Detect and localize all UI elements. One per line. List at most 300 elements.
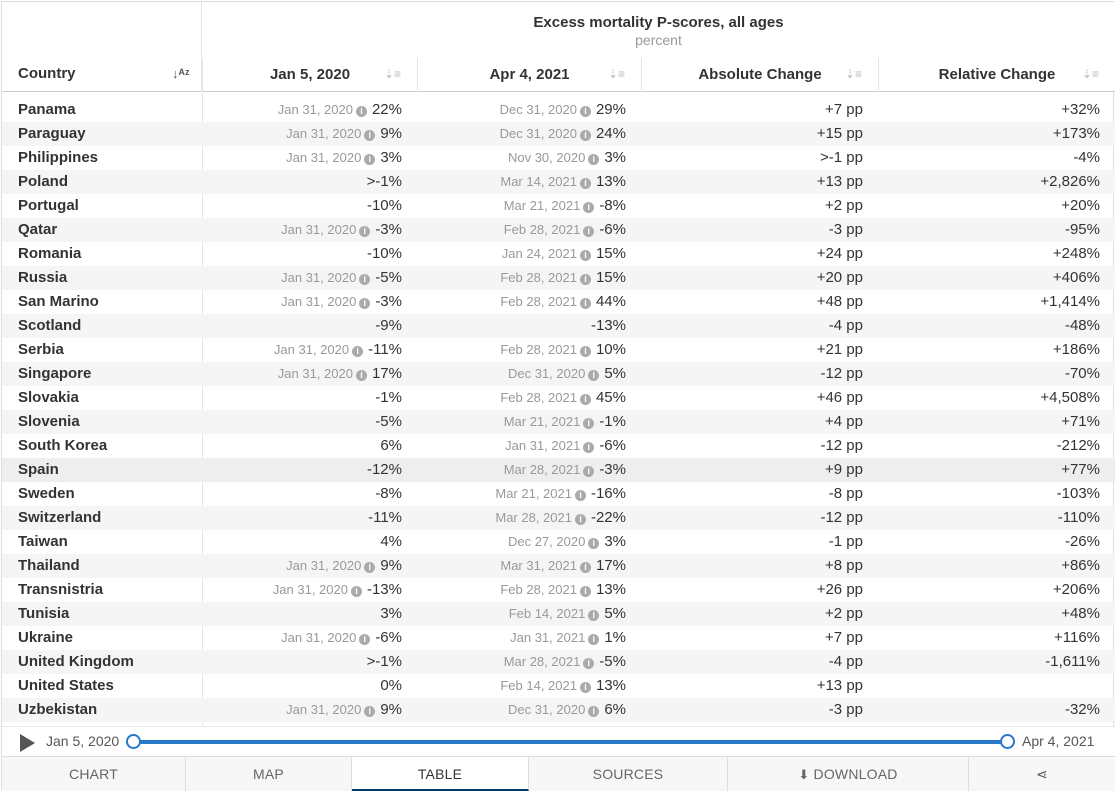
country-name: Sweden (18, 485, 75, 502)
observation-date: Feb 14, 2021 (500, 678, 577, 693)
country-name: Serbia (18, 341, 64, 358)
jan-2020-cell (375, 410, 402, 434)
table-row[interactable] (2, 554, 1115, 578)
apr-2021-cell (500, 554, 626, 578)
share-icon: ⋖ (1036, 766, 1048, 782)
info-icon[interactable]: i (580, 394, 591, 405)
apr-2021-cell (505, 434, 626, 458)
info-icon[interactable]: i (580, 178, 591, 189)
apr-2021-cell (500, 266, 626, 290)
table-row[interactable] (2, 362, 1115, 386)
country-cell (18, 530, 68, 554)
p-score-value: -10% (366, 197, 402, 214)
info-icon[interactable]: i (583, 202, 594, 213)
table-row[interactable] (2, 482, 1115, 506)
absolute-change-cell: -4 pp (828, 317, 863, 334)
absolute-change-cell: -4 pp (828, 653, 863, 670)
table-row[interactable] (2, 242, 1115, 266)
relative-change-cell: +32% (1061, 101, 1100, 118)
table-row[interactable] (2, 170, 1115, 194)
p-score-value: -6% (599, 437, 626, 454)
country-cell (18, 218, 57, 242)
info-icon[interactable]: i (359, 298, 370, 309)
observation-date: Jan 31, 2020 (273, 342, 350, 357)
jan-2020-cell (281, 290, 402, 314)
relative-change-cell: +116% (1053, 629, 1100, 646)
country-cell (18, 458, 59, 482)
table-row[interactable] (2, 578, 1115, 602)
absolute-change-cell: +24 pp (816, 245, 863, 262)
observation-date: Jan 31, 2020 (277, 102, 353, 117)
relative-change-cell: -70% (1064, 365, 1100, 382)
country-name: San Marino (18, 293, 99, 310)
relative-change-cell: -103% (1056, 485, 1100, 502)
table-row[interactable] (2, 98, 1115, 122)
jan-2020-cell (368, 506, 402, 530)
country-name: Ukraine (18, 629, 74, 646)
absolute-change-cell: +13 pp (816, 677, 863, 694)
p-score-value: -3% (599, 461, 626, 478)
info-icon[interactable]: i (356, 370, 367, 381)
table-row[interactable] (2, 194, 1115, 218)
table-row[interactable] (2, 266, 1115, 290)
country-cell (18, 314, 81, 338)
column-header-label: Country (18, 65, 76, 82)
apr-2021-cell (504, 410, 626, 434)
observation-date: Jan 31, 2020 (277, 366, 353, 381)
table-row[interactable] (2, 506, 1115, 530)
relative-change-cell: +248% (1052, 245, 1100, 262)
absolute-change-cell: +20 pp (816, 269, 863, 286)
tab-chart[interactable]: CHART (2, 757, 186, 791)
absolute-change-cell: +48 pp (816, 293, 863, 310)
column-header-label: Apr 4, 2021 (489, 66, 570, 83)
table-row[interactable] (2, 218, 1115, 242)
p-score-value: -10% (366, 245, 402, 262)
jan-2020-cell (281, 626, 402, 650)
observation-date: Jan 31, 2020 (281, 630, 357, 645)
info-icon[interactable]: i (575, 514, 586, 525)
p-score-value: 0% (380, 677, 402, 694)
info-icon[interactable]: i (352, 346, 363, 357)
country-name: Romania (18, 245, 82, 262)
column-header-apr-2021[interactable] (417, 58, 641, 92)
apr-2021-cell (500, 122, 626, 146)
observation-date: Feb 28, 2021 (503, 222, 581, 237)
observation-date: Jan 31, 2020 (286, 702, 362, 717)
column-header-label: Absolute Change (698, 66, 822, 83)
info-icon[interactable]: i (580, 106, 591, 117)
info-icon[interactable]: i (580, 130, 591, 141)
observation-date: Mar 21, 2021 (495, 486, 572, 501)
p-score-value: 13% (595, 677, 626, 694)
country-cell (18, 698, 97, 722)
relative-change-cell: -1,611% (1045, 653, 1100, 670)
jan-2020-cell (380, 434, 402, 458)
country-name: Thailand (18, 557, 80, 574)
info-icon[interactable]: i (583, 418, 594, 429)
sort-alpha-icon[interactable]: ↓ᴬᶻ (172, 66, 190, 81)
country-cell (18, 434, 107, 458)
absolute-change-cell: +21 pp (816, 341, 863, 358)
apr-2021-cell (500, 674, 626, 698)
play-icon[interactable] (20, 734, 35, 752)
info-icon[interactable]: i (351, 586, 362, 597)
observation-date: Feb 14, 2021 (508, 606, 586, 621)
observation-date: Dec 31, 2020 (499, 102, 577, 117)
apr-2021-cell (500, 578, 626, 602)
column-header-country[interactable] (2, 2, 202, 92)
relative-change-cell: +77% (1061, 461, 1100, 478)
observation-date: Jan 31, 2020 (281, 294, 357, 309)
absolute-change-cell: +13 pp (816, 173, 863, 190)
info-icon[interactable]: i (359, 274, 370, 285)
country-name: Portugal (18, 197, 79, 214)
p-score-value: 3% (604, 533, 626, 550)
p-score-value: -12% (366, 461, 402, 478)
p-score-value: 6% (380, 437, 402, 454)
observation-date: Jan 31, 2021 (505, 438, 581, 453)
column-header-absolute-change[interactable] (641, 58, 878, 92)
p-score-value: 3% (380, 149, 402, 166)
country-name: Taiwan (18, 533, 68, 550)
jan-2020-cell (278, 362, 402, 386)
jan-2020-cell (380, 530, 402, 554)
table-row[interactable] (2, 290, 1115, 314)
column-header-relative-change[interactable] (878, 58, 1115, 92)
p-score-value: -13% (590, 317, 626, 334)
absolute-change-cell: -12 pp (820, 365, 863, 382)
absolute-change-cell: +26 pp (816, 581, 863, 598)
country-cell (18, 98, 76, 122)
p-score-value: 10% (595, 341, 626, 358)
download-icon: ⬇ (798, 767, 810, 782)
tab-share[interactable] (969, 757, 1115, 791)
relative-change-cell: -26% (1064, 533, 1100, 550)
country-cell (18, 578, 103, 602)
observation-date: Feb 28, 2021 (500, 342, 577, 357)
group-unit: percent (635, 32, 682, 48)
jan-2020-cell (281, 266, 402, 290)
apr-2021-cell (500, 386, 626, 410)
observation-date: Feb 28, 2021 (500, 582, 577, 597)
table-row[interactable] (2, 650, 1115, 674)
observation-date: Feb 28, 2021 (500, 294, 577, 309)
column-header-label: Relative Change (938, 66, 1056, 83)
relative-change-cell: -48% (1064, 317, 1100, 334)
relative-change-cell: -212% (1056, 437, 1100, 454)
info-icon[interactable]: i (588, 538, 599, 549)
country-name: Russia (18, 269, 68, 286)
table-row[interactable] (2, 314, 1115, 338)
country-name: Scotland (18, 317, 82, 334)
p-score-value: 1% (604, 629, 626, 646)
p-score-value: 5% (604, 605, 626, 622)
absolute-change-cell: +7 pp (825, 629, 863, 646)
sort-icon[interactable]: ⇣≡ (383, 67, 401, 81)
p-score-value: 44% (595, 293, 626, 310)
absolute-change-cell: >-1 pp (820, 149, 863, 166)
apr-2021-cell (504, 650, 626, 674)
p-score-value: -11% (368, 341, 402, 358)
table-row[interactable] (2, 386, 1115, 410)
country-name: Paraguay (18, 125, 86, 142)
relative-change-cell: +20% (1061, 197, 1100, 214)
apr-2021-cell (504, 458, 626, 482)
country-cell (18, 410, 80, 434)
absolute-change-cell: +46 pp (816, 389, 863, 406)
jan-2020-cell (380, 674, 402, 698)
p-score-value: 29% (595, 101, 626, 118)
table-row[interactable] (2, 602, 1115, 626)
info-icon[interactable]: i (580, 586, 591, 597)
absolute-change-cell: +2 pp (825, 197, 863, 214)
country-cell (18, 362, 91, 386)
timeline-start-handle[interactable] (126, 734, 141, 749)
observation-date: Jan 31, 2021 (510, 630, 586, 645)
tab-download[interactable] (728, 757, 969, 791)
jan-2020-cell (380, 602, 402, 626)
relative-change-cell: -95% (1064, 221, 1100, 238)
table-row[interactable] (2, 530, 1115, 554)
apr-2021-cell (508, 530, 626, 554)
absolute-change-cell: -12 pp (820, 509, 863, 526)
sort-icon[interactable]: ⇣≡ (607, 67, 625, 81)
relative-change-cell: +48% (1061, 605, 1100, 622)
country-cell (18, 194, 79, 218)
p-score-value: 6% (604, 701, 626, 718)
jan-2020-cell (278, 98, 402, 122)
table-row[interactable] (2, 698, 1115, 722)
info-icon[interactable]: i (588, 154, 599, 165)
absolute-change-cell: -3 pp (828, 701, 863, 718)
p-score-value: 24% (595, 125, 626, 142)
p-score-value: -22% (590, 509, 626, 526)
apr-2021-cell (508, 362, 626, 386)
p-score-value: 15% (595, 269, 626, 286)
table-row[interactable] (2, 146, 1115, 170)
info-icon[interactable]: i (588, 706, 599, 717)
country-cell (18, 650, 134, 674)
jan-2020-cell (375, 386, 402, 410)
absolute-change-cell: +2 pp (825, 605, 863, 622)
country-cell (18, 602, 69, 626)
info-icon[interactable]: i (580, 274, 591, 285)
info-icon[interactable]: i (364, 130, 375, 141)
info-icon[interactable]: i (588, 370, 599, 381)
tab-table[interactable]: TABLE (352, 757, 529, 791)
country-cell (18, 554, 80, 578)
apr-2021-cell (502, 242, 626, 266)
group-title: Excess mortality P-scores, all ages (533, 14, 784, 31)
tab-map[interactable]: MAP (186, 757, 352, 791)
info-icon[interactable]: i (364, 706, 375, 717)
info-icon[interactable]: i (364, 562, 375, 573)
jan-2020-cell (375, 482, 402, 506)
p-score-value: -3% (375, 221, 402, 238)
relative-change-cell: +4,508% (1040, 389, 1100, 406)
absolute-change-cell: +8 pp (825, 557, 863, 574)
country-name: Switzerland (18, 509, 102, 526)
country-cell (18, 482, 75, 506)
country-cell (18, 146, 98, 170)
relative-change-cell: +2,826% (1040, 173, 1100, 190)
jan-2020-cell (286, 698, 402, 722)
tab-bar (2, 756, 1115, 791)
jan-2020-cell (367, 194, 402, 218)
p-score-value: 3% (380, 605, 402, 622)
p-score-value: 9% (380, 701, 402, 718)
sort-icon[interactable]: ⇣≡ (1081, 67, 1099, 81)
tab-sources[interactable]: SOURCES (529, 757, 728, 791)
observation-date: Jan 31, 2020 (281, 270, 357, 285)
p-score-value: >-1% (366, 653, 402, 670)
apr-2021-cell (500, 290, 626, 314)
observation-date: Feb 28, 2021 (500, 270, 577, 285)
country-cell (18, 386, 79, 410)
jan-2020-cell (367, 458, 402, 482)
jan-2020-cell (286, 146, 402, 170)
absolute-change-cell: +4 pp (825, 413, 863, 430)
country-name: Slovenia (18, 413, 80, 430)
info-icon[interactable]: i (364, 154, 375, 165)
relative-change-cell: -110% (1057, 509, 1100, 526)
table-row[interactable] (2, 338, 1115, 362)
observation-date: Mar 28, 2021 (503, 654, 581, 669)
info-icon[interactable]: i (583, 226, 594, 237)
observation-date: Mar 31, 2021 (500, 558, 577, 573)
info-icon[interactable]: i (588, 634, 599, 645)
country-cell (18, 170, 68, 194)
column-header-label: Jan 5, 2020 (269, 66, 351, 83)
p-score-value: 13% (595, 173, 626, 190)
table-row[interactable] (2, 458, 1115, 482)
table-row[interactable] (2, 122, 1115, 146)
observation-date: Dec 27, 2020 (507, 534, 586, 549)
p-score-value: -5% (375, 413, 402, 430)
timeline-end-label: Apr 4, 2021 (1022, 733, 1095, 749)
info-icon[interactable]: i (359, 634, 370, 645)
country-name: Poland (18, 173, 69, 190)
info-icon[interactable]: i (583, 442, 594, 453)
info-icon[interactable]: i (580, 346, 591, 357)
table-body (2, 93, 1115, 725)
observation-date: Nov 30, 2020 (507, 150, 586, 165)
info-icon[interactable]: i (356, 106, 367, 117)
jan-2020-cell (367, 650, 402, 674)
table-row[interactable] (2, 626, 1115, 650)
table-row[interactable] (2, 434, 1115, 458)
p-score-value: -11% (368, 509, 402, 526)
p-score-value: 5% (604, 365, 626, 382)
jan-2020-cell (367, 242, 402, 266)
p-score-value: -1% (375, 389, 402, 406)
info-icon[interactable]: i (575, 490, 586, 501)
country-name: Uzbekistan (18, 701, 98, 718)
timeline-end-handle[interactable] (1000, 734, 1015, 749)
observation-date: Jan 31, 2020 (272, 582, 348, 597)
country-cell (18, 674, 114, 698)
table-row[interactable] (2, 410, 1115, 434)
p-score-value: 17% (595, 557, 626, 574)
observation-date: Jan 31, 2020 (281, 222, 357, 237)
apr-2021-cell (500, 338, 626, 362)
jan-2020-cell (375, 314, 402, 338)
jan-2020-cell (286, 122, 402, 146)
observation-date: Jan 31, 2020 (286, 126, 362, 141)
absolute-change-cell: -8 pp (828, 485, 863, 502)
absolute-change-cell: +7 pp (825, 101, 863, 118)
country-name: Panama (18, 101, 76, 118)
apr-2021-cell (591, 314, 626, 338)
relative-change-cell: +1,414% (1040, 293, 1100, 310)
info-icon[interactable]: i (580, 562, 591, 573)
observation-date: Jan 24, 2021 (501, 246, 577, 261)
timeline-start-label: Jan 5, 2020 (46, 733, 120, 749)
tab-download-label: DOWNLOAD (813, 766, 898, 782)
p-score-value: -3% (375, 293, 402, 310)
country-name: Spain (18, 461, 59, 478)
p-score-value: 9% (380, 557, 402, 574)
relative-change-cell: +206% (1052, 581, 1100, 598)
jan-2020-cell (274, 338, 402, 362)
apr-2021-cell (495, 482, 626, 506)
info-icon[interactable]: i (359, 226, 370, 237)
p-score-value: -13% (366, 581, 402, 598)
info-icon[interactable]: i (580, 682, 591, 693)
p-score-value: 17% (371, 365, 402, 382)
column-group-title (202, 14, 1115, 48)
country-cell (18, 338, 64, 362)
country-cell (18, 626, 73, 650)
observation-date: Feb 28, 2021 (500, 390, 577, 405)
p-score-value: 3% (604, 149, 626, 166)
country-name: South Korea (18, 437, 108, 454)
country-cell (18, 266, 67, 290)
info-icon[interactable]: i (588, 610, 599, 621)
country-name: Tunisia (18, 605, 70, 622)
p-score-value: -5% (375, 269, 402, 286)
info-icon[interactable]: i (583, 658, 594, 669)
apr-2021-cell (504, 218, 626, 242)
absolute-change-cell: -12 pp (820, 437, 863, 454)
country-name: Qatar (18, 221, 58, 238)
observation-date: Mar 21, 2021 (503, 198, 581, 213)
country-cell (18, 290, 99, 314)
p-score-value: -5% (599, 653, 626, 670)
info-icon[interactable]: i (580, 298, 591, 309)
apr-2021-cell (495, 506, 626, 530)
absolute-change-cell: +15 pp (816, 125, 863, 142)
info-icon[interactable]: i (580, 250, 591, 261)
jan-2020-cell (281, 218, 402, 242)
relative-change-cell: +186% (1052, 341, 1100, 358)
observation-date: Dec 31, 2020 (507, 366, 586, 381)
observation-date: Dec 31, 2020 (499, 126, 577, 141)
sort-icon[interactable]: ⇣≡ (844, 67, 862, 81)
column-header-jan-2020[interactable] (202, 58, 417, 92)
timeline-track[interactable] (133, 740, 1007, 744)
relative-change-cell: +173% (1052, 125, 1100, 142)
country-cell (18, 506, 101, 530)
apr-2021-cell (508, 146, 626, 170)
p-score-value: 15% (595, 245, 626, 262)
info-icon[interactable]: i (583, 466, 594, 477)
apr-2021-cell (509, 602, 626, 626)
table-row[interactable] (2, 674, 1115, 698)
country-name: Philippines (18, 149, 99, 166)
p-score-value: -6% (599, 221, 626, 238)
